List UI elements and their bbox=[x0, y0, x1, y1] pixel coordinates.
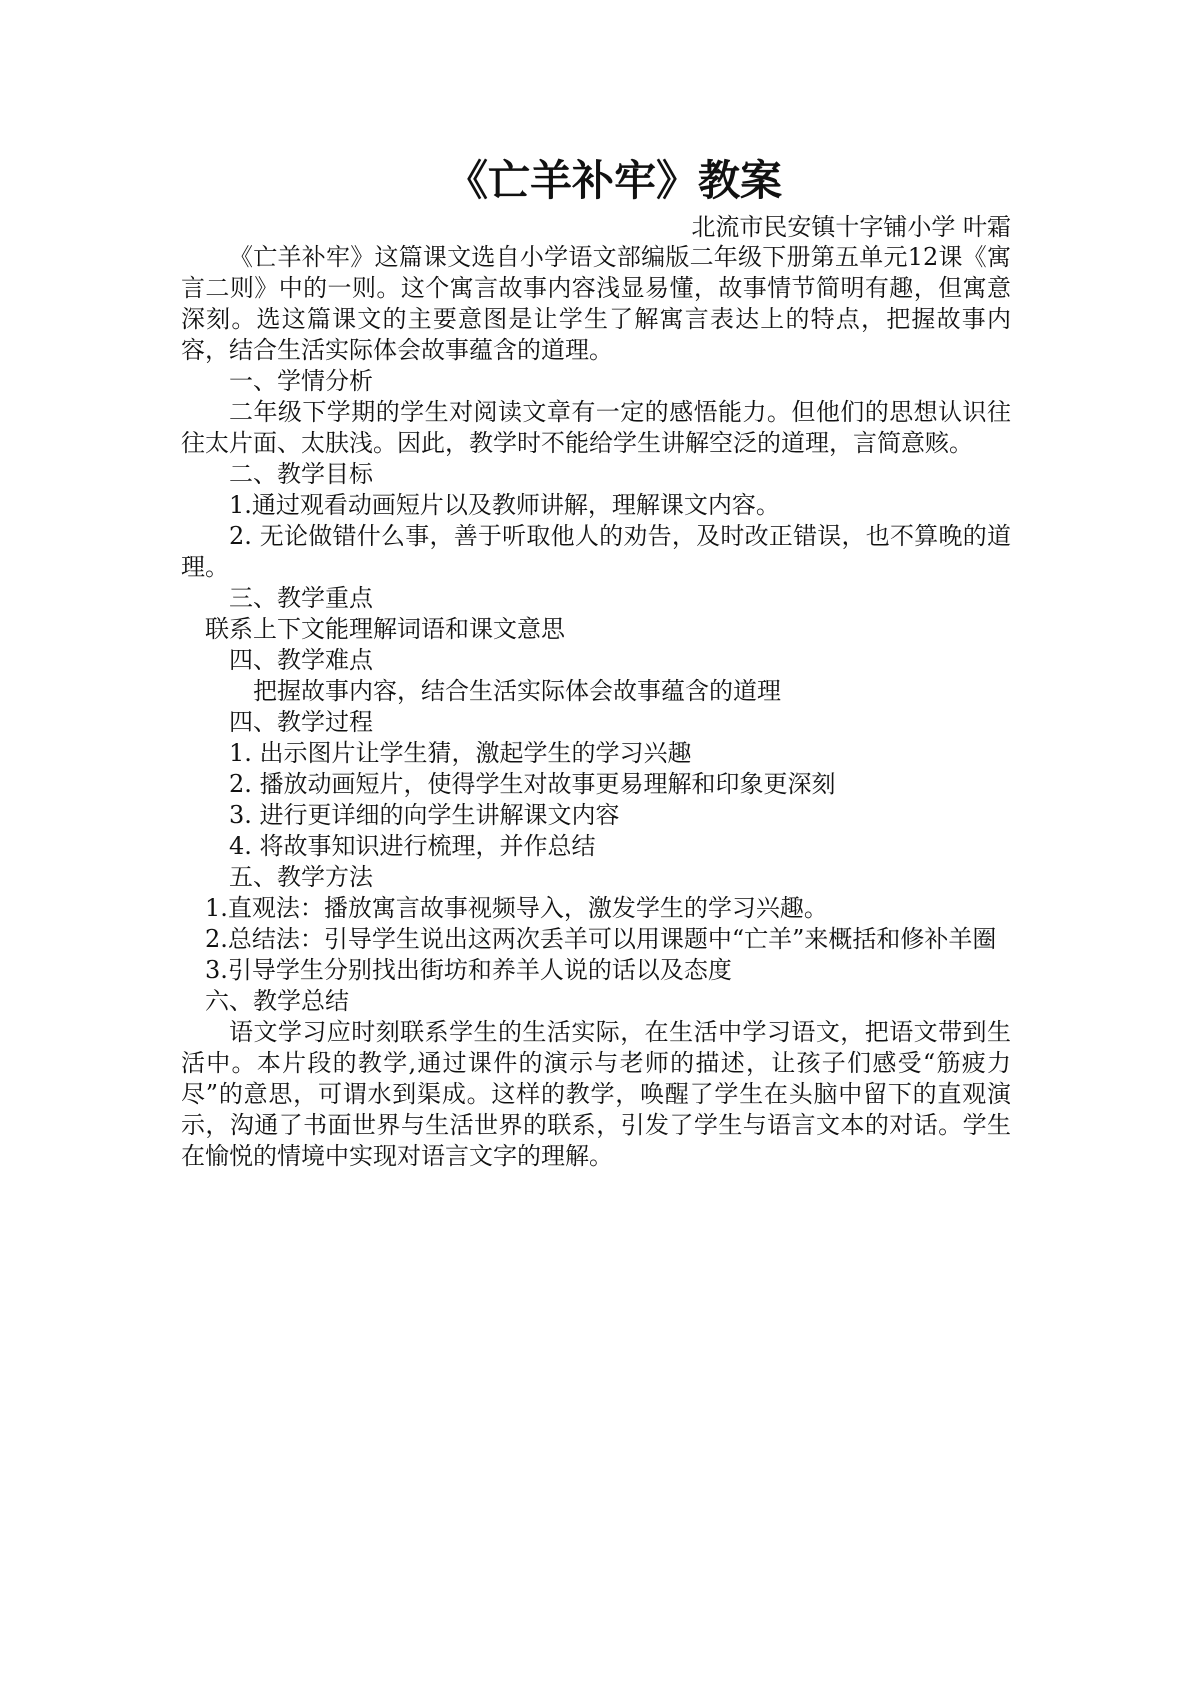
learning-analysis-paragraph: 二年级下学期的学生对阅读文章有一定的感悟能力。但他们的思想认识往往太片面、太肤浅。因此，教学时不能给学生讲解空泛的道理，言简意赅。 bbox=[181, 398, 1011, 457]
document-title: 《亡羊补牢》教案 bbox=[445, 156, 782, 205]
author-line: 北流市民安镇十字铺小学 叶霜 bbox=[691, 213, 1011, 241]
document-body bbox=[181, 150, 1011, 1172]
process-step-item: 4. 将故事知识进行梳理，并作总结 bbox=[229, 832, 596, 860]
method-item: 1.直观法：播放寓言故事视频导入，激发学生的学习兴趣。 bbox=[205, 894, 828, 922]
section-heading-learning-analysis: 一、学情分析 bbox=[229, 367, 373, 395]
section-heading-teaching-methods: 五、教学方法 bbox=[229, 863, 373, 891]
teaching-goal-item: 1.通过观看动画短片以及教师讲解，理解课文内容。 bbox=[229, 491, 780, 519]
process-step-item: 2. 播放动画短片，使得学生对故事更易理解和印象更深刻 bbox=[229, 770, 836, 798]
method-item: 3.引导学生分别找出街坊和养羊人说的话以及态度 bbox=[205, 956, 732, 984]
section-heading-teaching-process: 四、教学过程 bbox=[229, 708, 373, 736]
section-heading-key-points: 三、教学重点 bbox=[229, 584, 373, 612]
section-heading-summary: 六、教学总结 bbox=[205, 987, 349, 1015]
difficulties-text: 把握故事内容，结合生活实际体会故事蕴含的道理 bbox=[253, 677, 781, 705]
process-step-item: 1. 出示图片让学生猜，激起学生的学习兴趣 bbox=[229, 739, 692, 767]
section-heading-teaching-goals: 二、教学目标 bbox=[229, 460, 373, 488]
teaching-goal-item: 2. 无论做错什么事，善于听取他人的劝告，及时改正错误，也不算晚的道理。 bbox=[181, 522, 1011, 581]
process-step-item: 3. 进行更详细的向学生讲解课文内容 bbox=[229, 801, 620, 829]
intro-paragraph: 《亡羊补牢》这篇课文选自小学语文部编版二年级下册第五单元12课《寓言二则》中的一则。这个寓言故事内容浅显易懂，故事情节简明有趣，但寓意深刻。选这篇课文的主要意图是让学生了解寓言表达上的特点，把握故事内容，结合生活实际体会故事蕴含的道理。 bbox=[181, 243, 1011, 364]
key-points-text: 联系上下文能理解词语和课文意思 bbox=[205, 615, 565, 643]
method-item: 2.总结法：引导学生说出这两次丢羊可以用课题中“亡羊”来概括和修补羊圈 bbox=[205, 925, 997, 953]
summary-paragraph: 语文学习应时刻联系学生的生活实际，在生活中学习语文，把语文带到生活中。本片段的教学,通过课件的演示与老师的描述，让孩子们感受“筋疲力尽”的意思，可谓水到渠成。这样的教学，唤醒了学生在头脑中留下的直观演示，沟通了书面世界与生活世界的联系，引发了学生与语言文本的对话。学生在愉悦的情境中实现对语言文字的理解。 bbox=[181, 1018, 1011, 1170]
section-heading-difficulties: 四、教学难点 bbox=[229, 646, 373, 674]
